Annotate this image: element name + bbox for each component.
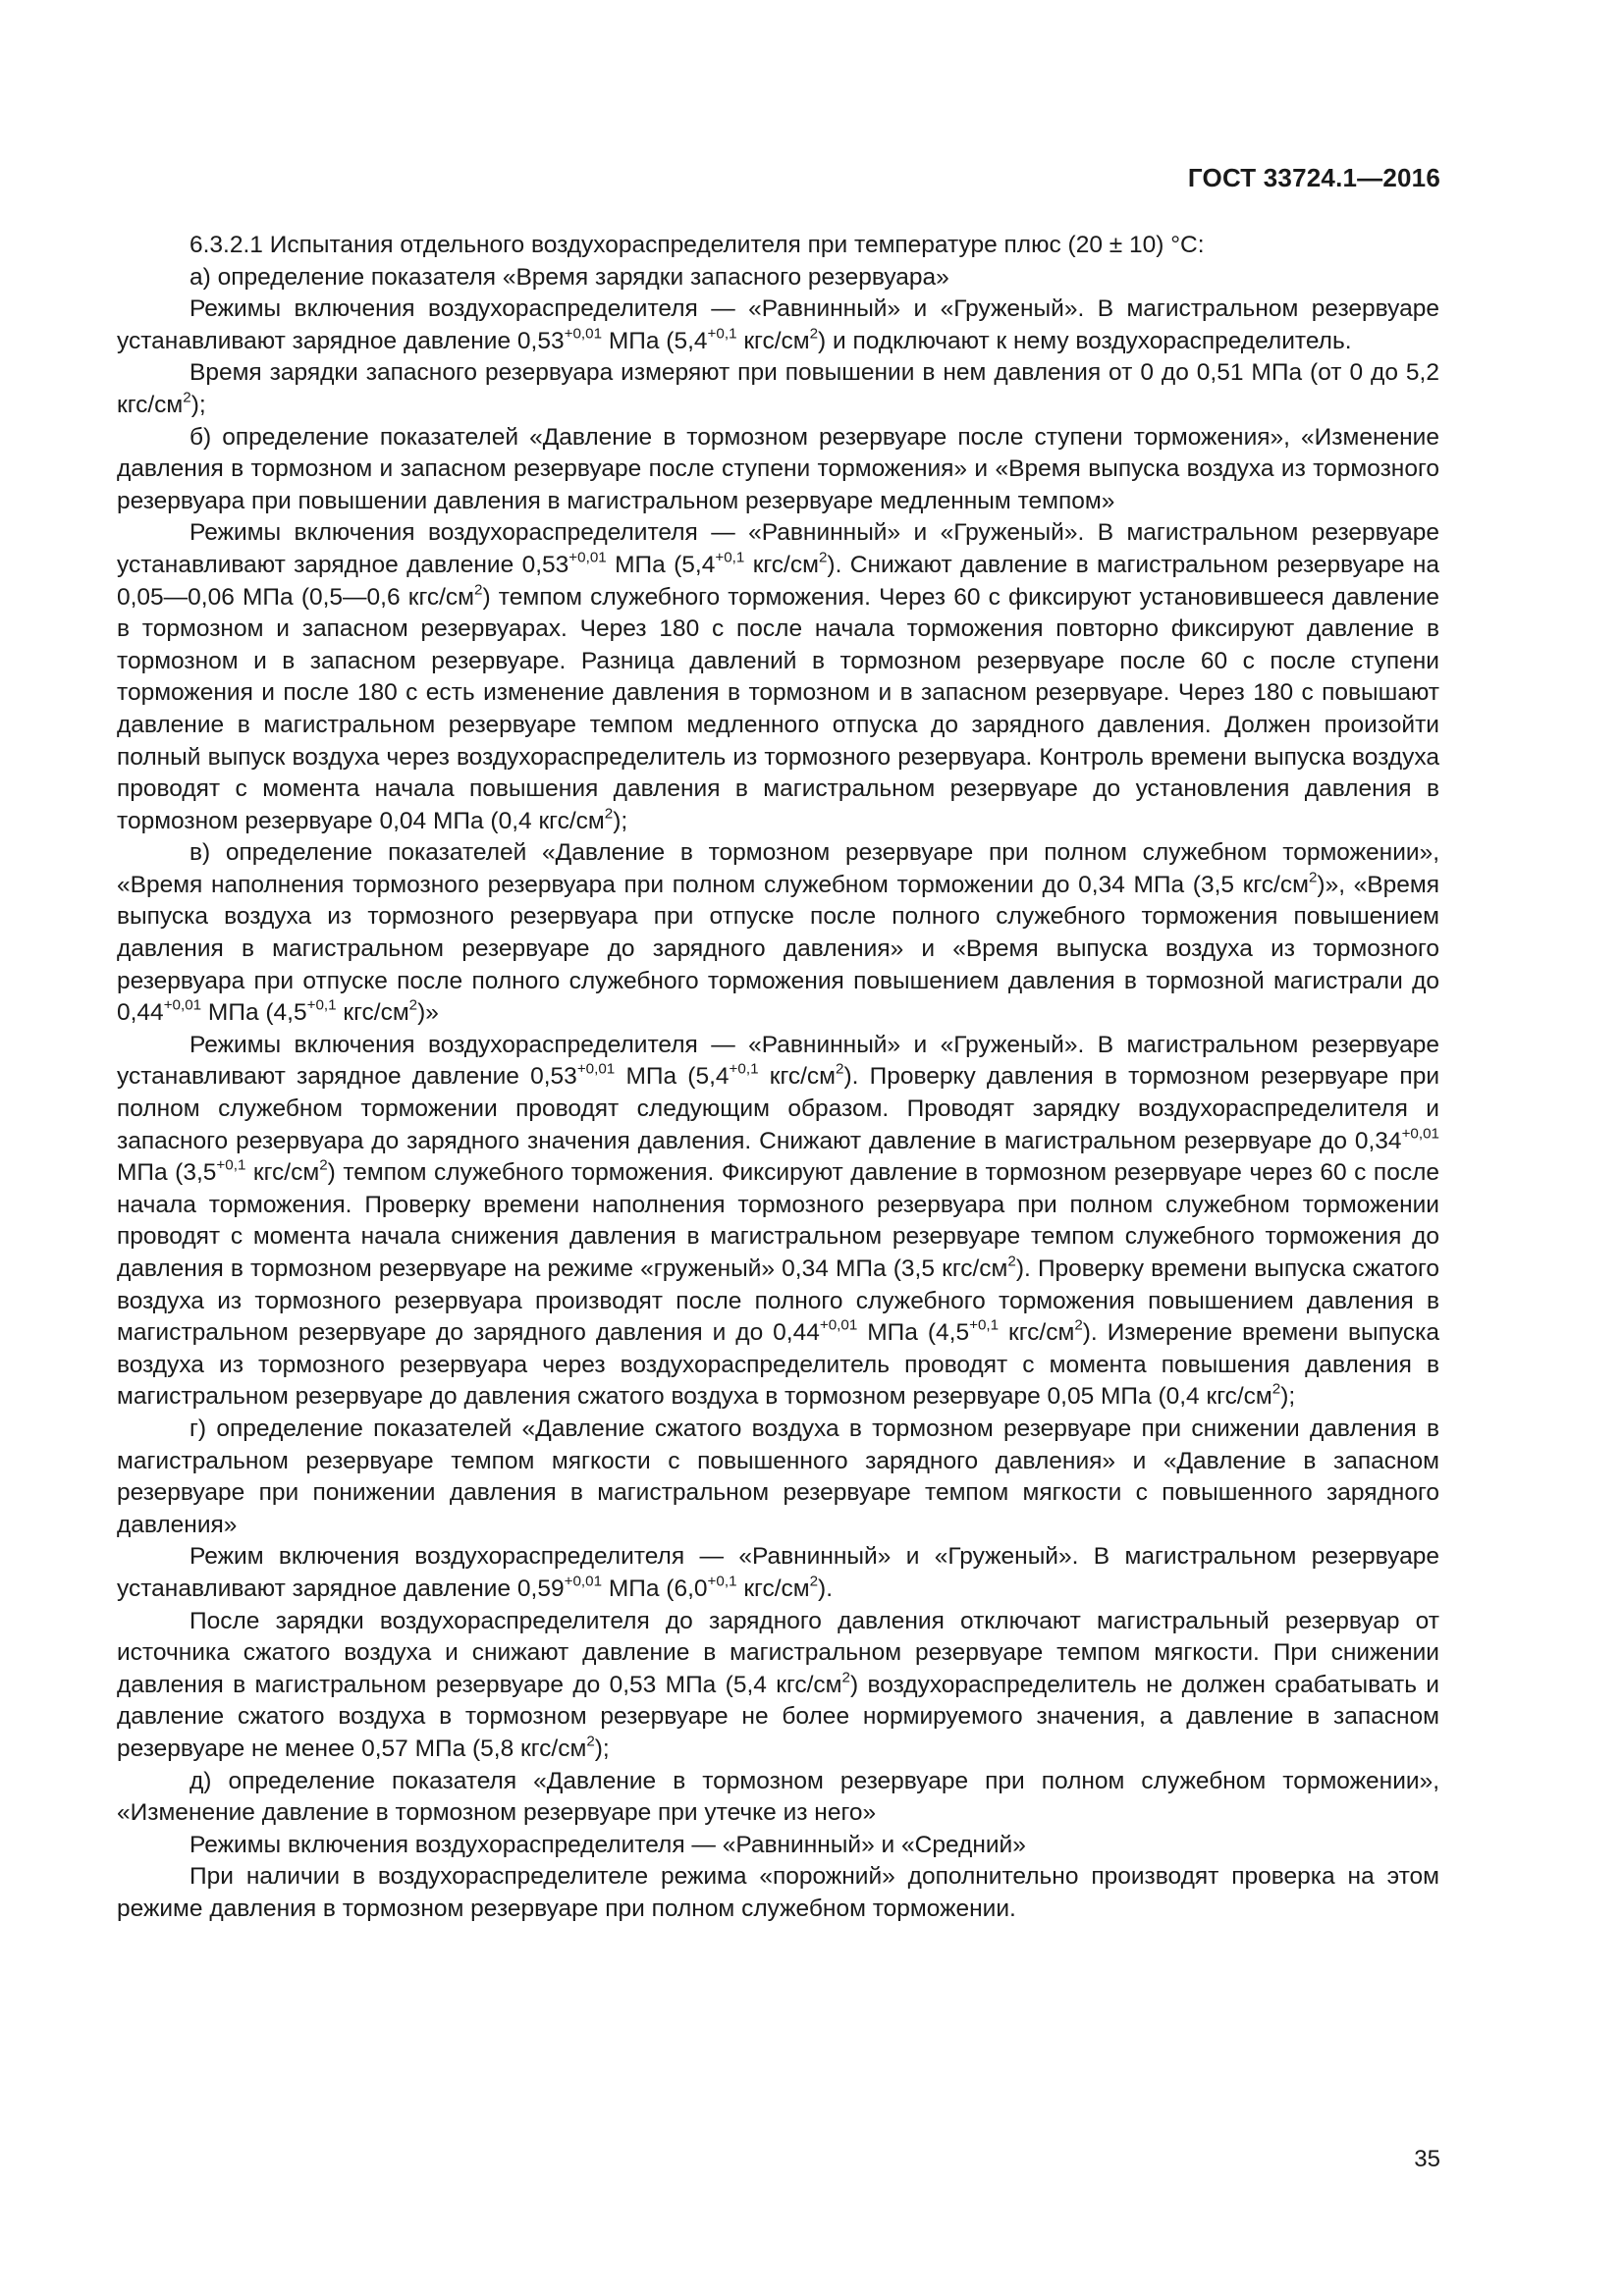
superscript: +0,01 [576, 1060, 616, 1078]
superscript: +0,1 [707, 325, 737, 343]
superscript: +0,01 [163, 996, 202, 1014]
superscript: 2 [818, 549, 828, 566]
document-header: ГОСТ 33724.1—2016 [1187, 163, 1440, 192]
superscript: +0,1 [707, 1573, 737, 1590]
superscript: 2 [1007, 1253, 1016, 1270]
paragraph: Режимы включения воздухораспределителя — «Равнинный» и «Средний» [189, 1831, 1026, 1858]
superscript: +0,01 [1401, 1125, 1439, 1142]
superscript: 2 [1271, 1380, 1281, 1398]
superscript: 2 [836, 1060, 844, 1078]
superscript: 2 [586, 1733, 595, 1750]
superscript: 2 [1074, 1316, 1083, 1334]
paragraph: Режим включения воздухораспределителя — «Равнинный» и «Груженый». В магистральном резервуаре устанавливают зарядное давление $0,59^{+0,01}$ МПа ($6,0^{+0,1}$ кгс/$см^2$). [117, 1543, 1439, 1602]
paragraph: Время зарядки запасного резервуара измеряют при повышении в нем давления от 0 до 0,51 МПа (от 0 до 5,2 кгс/$см^2$); [117, 359, 1439, 418]
superscript: 2 [809, 1573, 819, 1590]
paragraph: Режимы включения воздухораспределителя — «Равнинный» и «Груженый». В магистральном резервуаре устанавливают зарядное давление $0,53^{+0,01}$ МПа ($5,4^{+0,1}$ кгс/$см^2$) и подключают к нему воздухораспределитель. [117, 295, 1439, 354]
paragraph: Режимы включения воздухораспределителя — «Равнинный» и «Груженый». В магистральном резервуаре устанавливают зарядное давление $0,53^{+0,01}$ МПа ($5,4^{+0,1}$ кгс/$см^2$). Проверку давления в тормозном резервуаре при полном служебном торможении проводят следующим образом. Проводят зарядку воздухораспределителя и запасного резервуара до зарядного значения давления. Снижают давление в магистральном резервуаре до $0,34^{+0,01}$ МПа ($3,5^{+0,1}$ кгс/$см^2$) темпом служебного торможения. Фиксируют давление в тормозном резервуаре через 60 с после начала торможения. Проверку времени наполнения тормозного резервуара при полном служебном торможении проводят с момента начала снижения давления в магистральном резервуаре темпом служебного торможения до давления в тормозном резервуаре на режиме «груженый» 0,34 МПа (3,5 кгс/$см^2$). Проверку времени выпуска сжатого воздуха из тормозного резервуара производят после полного служебного торможения повышением давления в магистральном резервуаре до зарядного давления и до $0,44^{+0,01}$ МПа ($4,5^{+0,1}$ кгс/$см^2$). Измерение времени выпуска воздуха из тормозного резервуара через воздухораспределитель проводят с момента повышения давления в магистральном резервуаре до давления сжатого воздуха в тормозном резервуаре 0,05 МПа (0,4 кгс/$см^2$); [117, 1031, 1440, 1411]
superscript: +0,01 [819, 1316, 858, 1334]
paragraph: б) определение показателей «Давление в тормозном резервуаре после ступени торможения», «Изменение давления в тормозном и запасном резервуаре после ступени торможения» и «Время выпуска воздуха из тормозного резервуара при повышении давления в магистральном резервуаре медленным темпом» [117, 423, 1439, 514]
paragraph: Режимы включения воздухораспределителя — «Равнинный» и «Груженый». В магистральном резервуаре устанавливают зарядное давление $0,53^{+0,01}$ МПа ($5,4^{+0,1}$ кгс/$см^2$). Снижают давление в магистральном резервуаре на 0,05—0,06 МПа (0,5—0,6 кгс/$см^2$) темпом служебного торможения. Через 60 с фиксируют установившееся давление в тормозном и запасном резервуарах. Через 180 с после начала торможения повторно фиксируют давление в тормозном и в запасном резервуаре. Разница давлений в тормозном резервуаре после 60 с после ступени торможения и после 180 с есть изменение давления в тормозном и в запасном резервуаре. Через 180 с повышают давление в магистральном резервуаре темпом медленного отпуска до зарядного давления. Должен произойти полный выпуск воздуха через воздухораспределитель из тормозного резервуара. Контроль времени выпуска воздуха проводят с момента начала повышения давления в магистральном резервуаре до установления давления в тормозном резервуаре 0,04 МПа (0,4 кгс/$см^2$); [117, 519, 1440, 834]
paragraph: При наличии в воздухораспределителе режима «порожний» дополнительно производят проверка на этом режиме давления в тормозном резервуаре при полном служебном торможении. [117, 1863, 1439, 1922]
superscript: +0,1 [306, 996, 337, 1014]
paragraph: После зарядки воздухораспределителя до зарядного давления отключают магистральный резервуар от источника сжатого воздуха и снижают давление в магистральном резервуаре темпом мягкости. При снижении давления в магистральном резервуаре до 0,53 МПа (5,4 кгс/$см^2$) воздухораспределитель не должен срабатывать и давление сжатого воздуха в тормозном резервуаре не более нормируемого значения, а давление в запасном резервуаре не менее 0,57 МПа (5,8 кгс/$см^2$); [117, 1607, 1439, 1762]
page-number: 35 [1414, 2146, 1440, 2172]
superscript: +0,01 [564, 1573, 603, 1590]
superscript: +0,01 [568, 549, 607, 566]
superscript: 2 [183, 389, 191, 406]
paragraph: в) определение показателей «Давление в тормозном резервуаре при полном служебном торможении», «Время наполнения тормозного резервуара при полном служебном торможении до 0,34 МПа (3,5 кгс/$см^2$)», «Время выпуска воздуха из тормозного резервуара при отпуске после полного служебного торможения повышением давления в магистральном резервуаре до зарядного давления» и «Время выпуска воздуха из тормозного резервуара при отпуске после полного служебного торможения повышением давления в тормозной магистрали до $0,44^{+0,01}$ МПа ($4,5^{+0,1}$ кгс/$см^2$)» [117, 839, 1439, 1027]
superscript: +0,01 [564, 325, 603, 343]
superscript: +0,1 [729, 1060, 759, 1078]
superscript: 2 [408, 996, 418, 1014]
superscript: 2 [604, 805, 614, 823]
superscript: +0,1 [715, 549, 745, 566]
document-body [117, 230, 1439, 1925]
superscript: 2 [809, 325, 819, 343]
superscript: 2 [841, 1669, 850, 1686]
paragraph: а) определение показателя «Время зарядки запасного резервуара» [189, 263, 949, 291]
superscript: 2 [1308, 869, 1318, 886]
paragraph: 6.3.2.1 Испытания отдельного воздухораспределителя при температуре плюс (20 ± 10) °С: [189, 232, 1205, 258]
paragraph: д) определение показателя «Давление в тормозном резервуаре при полном служебном торможении», «Изменение давление в тормозном резервуаре при утечке из него» [117, 1767, 1439, 1827]
superscript: +0,1 [216, 1156, 246, 1174]
superscript: 2 [319, 1156, 328, 1174]
superscript: 2 [474, 580, 483, 598]
paragraph: г) определение показателей «Давление сжатого воздуха в тормозном резервуаре при снижении давления в магистральном резервуаре темпом мягкости с повышенного зарядного давления» и «Давление в запасном резервуаре при понижении давления в магистральном резервуаре темпом мягкости с повышенного зарядного давления» [117, 1415, 1439, 1538]
superscript: +0,1 [969, 1316, 1000, 1334]
